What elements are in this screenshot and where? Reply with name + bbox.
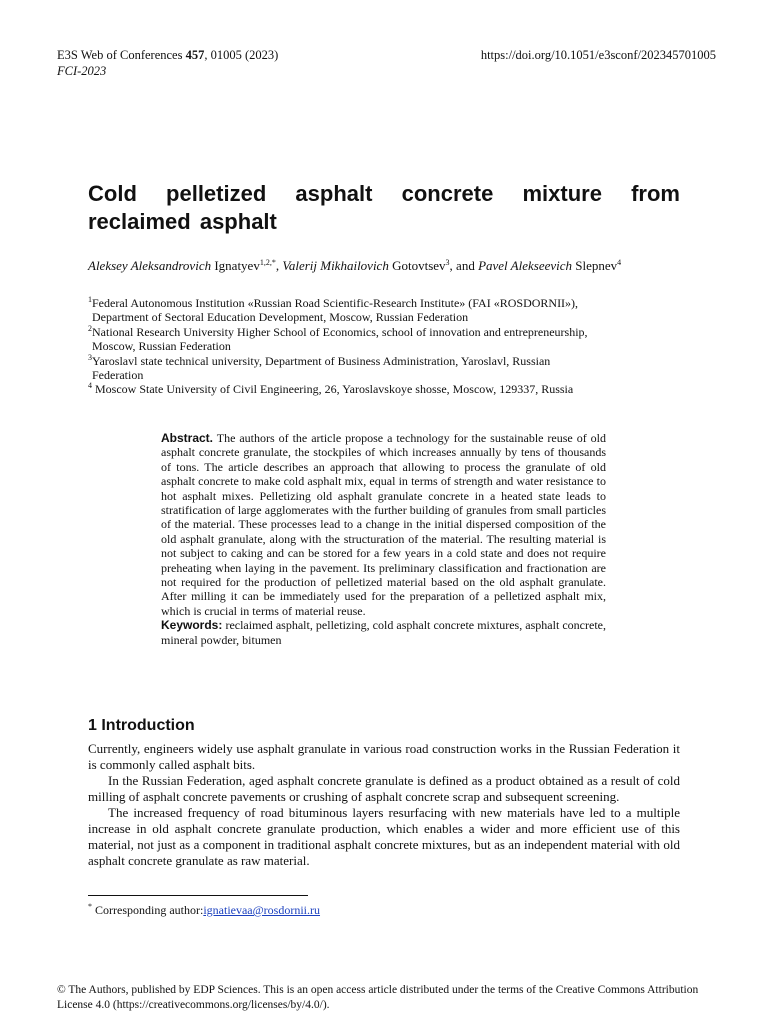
author-list: [88, 257, 680, 274]
conference-name: FCI-2023: [57, 64, 107, 78]
affiliation-number: 2: [88, 323, 92, 333]
affiliation-item: [88, 382, 680, 396]
affiliation-line: Moscow, Russian Federation: [92, 339, 231, 354]
affiliation-number: 3: [88, 352, 92, 362]
author-given-name: Aleksey Aleksandrovich: [88, 258, 212, 273]
affiliation-item: [88, 354, 680, 383]
affiliation-list: [88, 296, 680, 397]
affiliation-line: Yaroslavl state technical university, Department of Business Administration, Yaroslavl, Russian: [92, 353, 551, 368]
affiliation-line: Department of Sectoral Education Development, Moscow, Russian Federation: [92, 310, 469, 325]
keywords-label: Keywords:: [161, 618, 223, 633]
keywords-paragraph: [161, 618, 606, 647]
affiliation-line: Federal Autonomous Institution «Russian Road Scientific-Research Institute» (FAI «ROSDORNII»),: [92, 296, 579, 310]
author-affiliation-mark: 1,2,*: [259, 258, 276, 267]
affiliation-item: [88, 296, 680, 325]
author-affiliation-mark: 4: [617, 258, 622, 267]
affiliation-line: Federation: [92, 368, 144, 383]
abstract-paragraph: [161, 431, 606, 618]
affiliation-item: [88, 325, 680, 354]
license-notice: © The Authors, published by EDP Sciences. This is an open access article distributed under the terms of the Creative Commons Attribution License 4.0 (https://creativecommons.org/licenses/by/4.0/).: [57, 984, 699, 1011]
affiliation-line: National Research University Higher School of Economics, school of innovation and entrepreneurship,: [92, 324, 588, 339]
corresponding-author-footnote: [88, 903, 320, 918]
author-affiliation-mark: 3: [445, 258, 450, 267]
affiliation-number: 1: [88, 295, 92, 304]
body-paragraph: The increased frequency of road bituminous layers resurfacing with new materials have led to a multiple increase in old asphalt concrete granulate production, which enables a wider and more efficient use of this material, not just as a component in traditional asphalt concrete mixtures, but as an independent material with old asphalt concrete granulate as raw material.: [88, 805, 680, 868]
author-separator: , and: [449, 258, 479, 273]
journal-volume: 457: [185, 48, 205, 62]
abstract-label: Abstract.: [161, 431, 214, 445]
paper-title: Cold pelletized asphalt concrete mixture from reclaimed asphalt: [88, 181, 680, 234]
footnote-divider: [88, 895, 308, 896]
running-header-journal: [57, 47, 278, 63]
author-email-link[interactable]: ignatievaa@rosdornii.ru: [203, 903, 321, 917]
keywords-text: reclaimed asphalt, pelletizing, cold asphalt concrete mixtures, asphalt concrete, mineral powder, bitumen: [161, 618, 606, 647]
body-paragraph: Currently, engineers widely use asphalt granulate in various road construction works in the Russian Federation it is commonly called asphalt bits.: [88, 741, 680, 772]
footnote-mark: *: [88, 902, 92, 911]
author-family-name: Slepnev: [575, 258, 618, 273]
abstract-block: [161, 431, 606, 647]
author-family-name: Gotovtsev: [392, 258, 446, 273]
abstract-text: The authors of the article propose a technology for the sustainable reuse of old asphalt concrete granulate, the stockpiles of which increases annually by tens of thousands of tons. The article describes an approach that allowing to process the granulate of old asphalt concrete to make cold asphalt mix, equal in terms of strength and water resistance to hot asphalt mixes. Pelletizing old asphalt granulate concrete in a heated state leads to stratification of large agglomerates with the further building of granules from small particles of the material. These processes lead to a change in the initial dispersed composition of the old asphalt granulate, along with the structuration of the material. The resulting material is not subject to caking and can be stored for a few years in a cold state and does not require preheating when laying in the pavement. Its preliminary classification and fractionation are not required for the production of pelletized material based on the old asphalt granulate. After milling it can be immediately used for the preparation of a pelletized asphalt mix, which is crucial in terms of material reuse.: [161, 431, 606, 618]
author-given-name: Pavel Alekseevich: [478, 258, 573, 273]
footnote-label: Corresponding author:: [92, 903, 204, 917]
affiliation-line: Moscow State University of Civil Engineering, 26, Yaroslavskoye shosse, Moscow, 129337, Russia: [95, 382, 574, 397]
body-paragraph: In the Russian Federation, aged asphalt concrete granulate is defined as a product obtained as a result of cold milling of asphalt concrete pavements or crushing of asphalt concrete scrap and subsequent screening.: [88, 773, 680, 804]
section-heading-introduction: 1 Introduction: [88, 717, 195, 734]
affiliation-number: 4: [88, 381, 92, 391]
article-info: , 01005 (2023): [204, 48, 279, 62]
author-separator: ,: [275, 258, 283, 273]
journal-name: E3S Web of Conferences: [57, 48, 186, 62]
author-given-name: Valerij Mikhailovich: [282, 258, 389, 273]
doi-link[interactable]: https://doi.org/10.1051/e3sconf/202345701005: [480, 48, 716, 62]
author-family-name: Ignatyev: [214, 258, 260, 273]
introduction-body: [88, 741, 680, 869]
